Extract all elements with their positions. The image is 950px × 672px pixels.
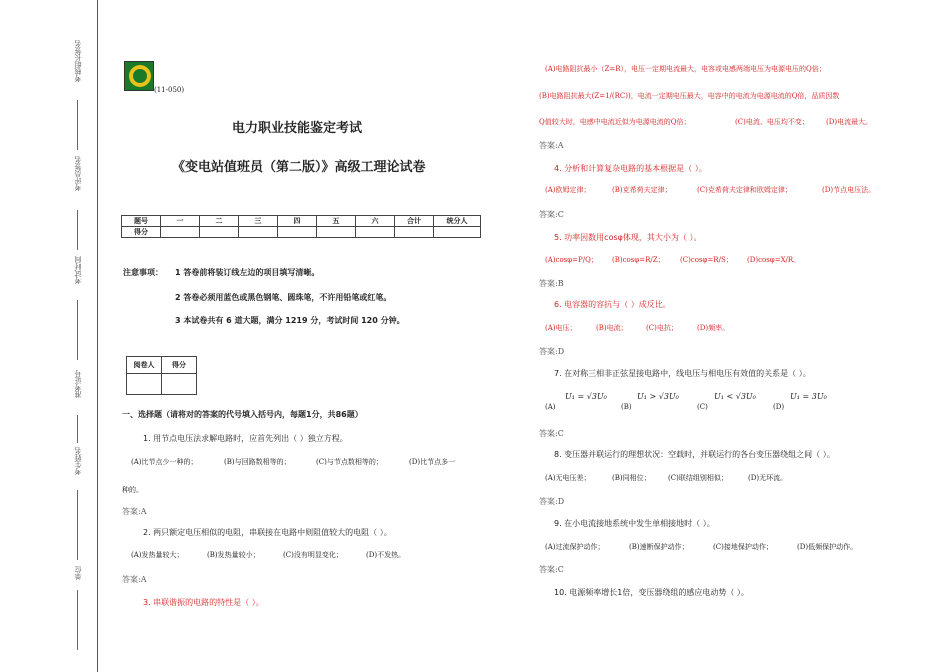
question-10: 10. 电源频率增长1倍，变压器绕组的感应电动势（ ）。 [554,588,749,597]
side-rule [77,300,78,360]
section-heading: 一、选择题（请将对的答案的代号填入括号内，每题1分，共86题） [122,410,363,419]
notes-label: 注意事项： [123,268,163,277]
q8-option-a: (A)无电压差； [545,474,591,482]
q4-answer: 答案:C [539,210,564,219]
note-1: 1 答卷前将装订线左边的项目填写清晰。 [175,268,320,277]
score-header-cell: 题号 [122,216,161,227]
score-cell[interactable] [239,227,278,238]
side-rule [77,490,78,560]
q5-option-c: (C)cosφ=R/S； [680,256,733,264]
q7-option-c-label: (C) [697,403,708,411]
q9-option-c: (C)接地保护动作； [713,543,773,551]
q8-option-b: (B)同相位； [612,474,651,482]
q4-option-d: (D)节点电压法。 [822,186,876,194]
q1-option-c: (C)与节点数相等的； [316,458,383,466]
question-5: 5. 功率因数用cosφ体现，其大小为（ ）。 [554,233,702,242]
q4-option-a: (A)欧姆定律； [545,186,591,194]
question-3: 3. 串联谐振的电路的特性是（ ）。 [143,598,264,607]
q4-option-c: (C)克希荷夫定律和欧姆定律； [697,186,792,194]
q3-option-d: (D)电流最大。 [826,118,873,126]
side-label-candidate-name: 考生姓名 [74,447,82,475]
question-1: 1. 用节点电压法求解电路时，应首先列出（ ）独立方程。 [143,434,348,443]
q7-option-b-label: (B) [621,403,632,411]
side-label-unit: 单位 [74,566,82,580]
question-9: 9. 在小电流接地系统中发生单相接地时（ ）。 [554,519,715,528]
q5-answer: 答案:B [539,279,564,288]
q1-option-d-cont: 种的。 [122,486,143,494]
grader-cell[interactable] [162,374,197,395]
score-header-cell: 三 [239,216,278,227]
grader-header: 阅卷人 [127,357,162,374]
q7-option-d: U₁ = 3U₀ [790,392,827,401]
q7-option-d-label: (D) [773,403,785,411]
q6-option-d: (D)频率。 [697,324,730,332]
side-label-exam-time: 考试时间 [74,256,82,284]
grader-cell[interactable] [127,374,162,395]
side-label-ticket-number: 准考证号 [74,370,82,398]
q9-option-b: (B)速断保护动作； [629,543,689,551]
grader-header: 得分 [162,357,197,374]
q2-option-a: (A)发热量较大； [131,551,184,559]
q8-answer: 答案:D [539,497,565,506]
q7-option-b: U₁ > √3U₀ [637,392,679,401]
q4-option-b: (B)克希荷夫定律； [612,186,672,194]
q6-answer: 答案:D [539,347,565,356]
score-cell[interactable] [356,227,395,238]
q7-option-a: U₁ = √3U₀ [565,392,607,401]
score-header-cell: 四 [278,216,317,227]
logo-icon [124,61,154,91]
q2-option-b: (B)发热量较小； [207,551,260,559]
binding-line [97,0,98,672]
question-2: 2. 两只额定电压相似的电阻，串联接在电路中则阻值较大的电阻（ ）。 [143,528,392,537]
question-4: 4. 分析和计算复杂电路的基本根据是（ ）。 [554,164,707,173]
q1-option-d: (D)比节点多一 [409,458,456,466]
q3-option-c: (C)电流、电压均不变； [735,118,809,126]
side-label-team-leader: 考核组长签名 [74,40,82,82]
score-cell[interactable] [200,227,239,238]
score-row-label: 得分 [122,227,161,238]
q6-option-b: (B)电流； [596,324,628,332]
q9-answer: 答案:C [539,565,564,574]
q3-option-b-cont: Q值较大时，电感中电流近似为电源电流的Q倍； [539,118,691,126]
score-header-cell: 一 [161,216,200,227]
question-6: 6. 电容器的容抗与（ ）成反比。 [554,300,671,309]
side-rule [77,590,78,650]
q3-option-a: (A)电路阻抗最小（Z=R），电压一定期电流最大，电容或电感两端电压为电源电压的Q倍； [545,65,826,73]
q2-option-d: (D)不发热。 [366,551,406,559]
score-header-cell: 合计 [395,216,434,227]
side-rule [77,210,78,250]
q5-option-b: (B)cosφ=R/Z； [612,256,665,264]
q7-answer: 答案:C [539,429,564,438]
paper-title: 《变电站值班员（第二版）》高级工理论试卷 [172,160,426,175]
paper-code: (11-050) [154,86,185,94]
q9-option-d: (D)低频保护动作。 [797,543,858,551]
q2-answer: 答案:A [122,575,147,584]
score-cell[interactable] [161,227,200,238]
q9-option-a: (A)过流保护动作； [545,543,605,551]
q2-option-c: (C)没有明显变化； [283,551,343,559]
score-header-cell: 五 [317,216,356,227]
q1-option-b: (B)与回路数相等的； [224,458,291,466]
note-3: 3 本试卷共有 6 道大题，满分 1219 分，考试时间 120 分钟。 [175,316,405,325]
score-table [121,215,481,238]
q8-option-c: (C)联结组别相似； [668,474,728,482]
score-cell[interactable] [395,227,434,238]
score-header-cell: 二 [200,216,239,227]
score-header-cell: 六 [356,216,395,227]
score-cell[interactable] [434,227,481,238]
q3-answer: 答案:A [539,141,564,150]
exam-title: 电力职业技能鉴定考试 [232,121,363,136]
q7-option-c: U₁ < √3U₀ [714,392,756,401]
question-8: 8. 变压器并联运行的理想状况：空载时，并联运行的各台变压器绕组之间（ ）。 [554,450,835,459]
question-7: 7. 在对称三相非正弦星接电路中，线电压与相电压有效值的关系是（ ）。 [554,369,811,378]
q1-answer: 答案:A [122,507,147,516]
score-cell[interactable] [278,227,317,238]
q6-option-a: (A)电压； [545,324,577,332]
q8-option-d: (D)无环流。 [748,474,788,482]
q1-option-a: (A)比节点少一种的； [131,458,198,466]
grader-table [126,356,197,395]
score-header-cell: 统分人 [434,216,481,227]
q6-option-c: (C)电抗； [646,324,678,332]
q3-option-b: (B)电路阻抗最大(Z=1/(RC))，电流一定期电压最大，电容中的电流为电源电流的Q倍，品质因数 [539,92,840,100]
q5-option-d: (D)cosφ=X/R。 [747,256,801,264]
note-2: 2 答卷必须用蓝色或黑色钢笔、圆珠笔，不许用铅笔或红笔。 [175,293,392,302]
score-cell[interactable] [317,227,356,238]
side-rule [77,100,78,150]
side-label-examiner: 考评员签名 [74,156,82,191]
q5-option-a: (A)cosφ=P/Q； [545,256,598,264]
side-rule [77,415,78,443]
q7-option-a-label: (A) [545,403,556,411]
